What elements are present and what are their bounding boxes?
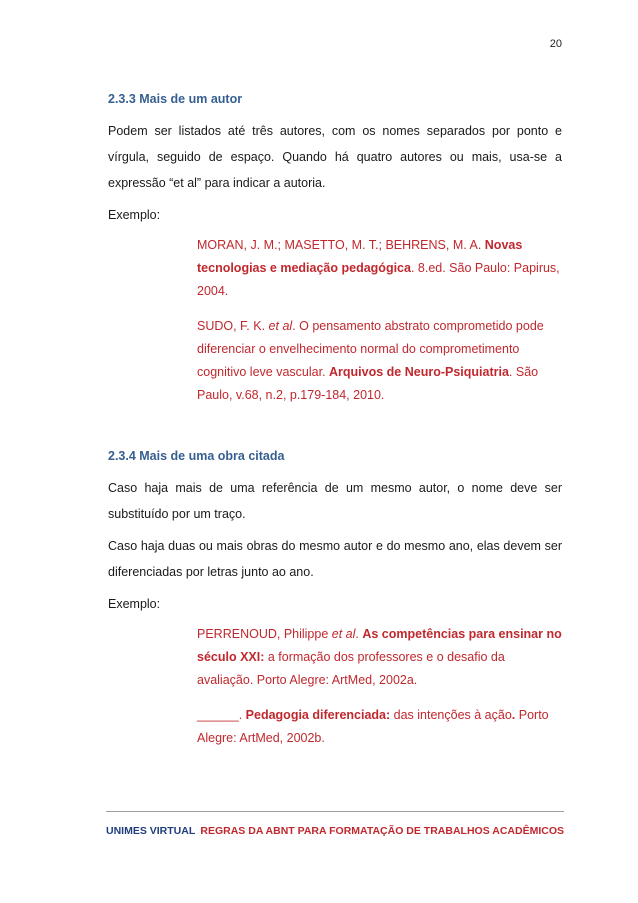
reference-pedagogia-diferenciada: [197, 704, 562, 750]
ref-title: Pedagogia diferenciada:: [245, 708, 391, 722]
reference-sudo: [197, 315, 562, 407]
section2-paragraph-1: Caso haja mais de uma referência de um mesmo autor, o nome deve ser substituído por um traço.: [108, 481, 562, 521]
reference-perrenoud: [197, 623, 562, 692]
ref-text: SUDO, F. K.: [197, 319, 269, 333]
ref-title: As competências para ensinar no século XXI:: [197, 627, 562, 664]
section1-paragraph: Podem ser listados até três autores, com os nomes separados por ponto e vírgula, seguido de espaço. Quando há quatro autores ou mais, usa-se a expressão “et al” para indicar a autoria.: [108, 124, 562, 190]
footer-institution: UNIMES VIRTUAL: [106, 825, 196, 837]
ref-text: .: [355, 627, 363, 641]
ref-text: Porto Alegre: ArtMed, 2002b.: [197, 708, 549, 745]
ref-text: . O pensamento abstrato comprometido pode diferenciar o envelhecimento normal do comprometimento cognitivo leve vascular.: [197, 319, 544, 379]
ref-dash: ______.: [197, 708, 246, 722]
ref-et-al: et al: [268, 319, 293, 333]
section2-paragraph-2: Caso haja duas ou mais obras do mesmo autor e do mesmo ano, elas devem ser diferenciadas por letras junto ao ano.: [108, 539, 562, 579]
footer-document-title: REGRAS DA ABNT PARA FORMATAÇÃO DE TRABALHOS ACADÊMICOS: [200, 825, 564, 837]
ref-text: a formação dos professores e o desafio da avaliação. Porto Alegre: ArtMed, 2002a.: [197, 650, 505, 687]
ref-text: . 8.ed. São Paulo: Papirus, 2004.: [197, 261, 560, 298]
ref-text: das intenções à ação: [390, 708, 512, 722]
example-label: Exemplo:: [108, 597, 161, 611]
ref-text: PERRENOUD, Philippe: [197, 627, 332, 641]
ref-et-al: et al: [331, 627, 356, 641]
ref-text: MORAN, J. M.; MASETTO, M. T.; BEHRENS, M. A.: [197, 238, 485, 252]
ref-title: Novas tecnologias e mediação pedagógica: [197, 238, 523, 275]
section-heading-mais-de-um-autor: 2.3.3 Mais de um autor: [108, 92, 243, 106]
reference-moran: [197, 234, 562, 303]
ref-text: . São Paulo, v.68, n.2, p.179-184, 2010.: [197, 365, 539, 402]
ref-title: Arquivos de Neuro-Psiquiatria: [329, 365, 509, 379]
page-number: 20: [549, 38, 562, 50]
example-label: Exemplo:: [108, 208, 161, 222]
page-content: [108, 92, 562, 762]
section-heading-mais-de-uma-obra: 2.3.4 Mais de uma obra citada: [108, 449, 285, 463]
ref-dot: .: [511, 708, 516, 722]
footer-divider: [106, 811, 564, 812]
